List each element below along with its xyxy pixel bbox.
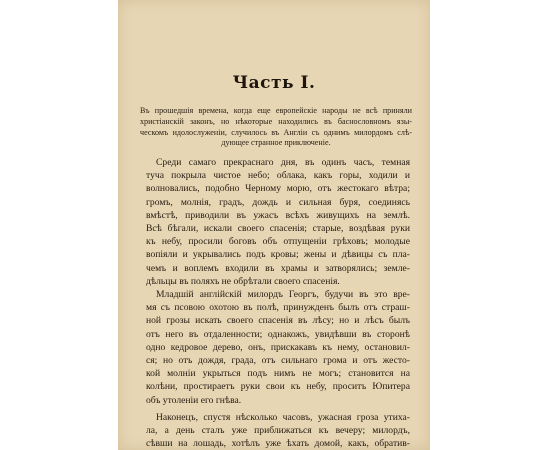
body-line: чемъ и воплемъ входили въ храмы и затворялись; земле- — [146, 262, 410, 274]
body-line: мя съ псовою охотою въ полѣ, принужденъ былъ отъ страш- — [146, 302, 410, 314]
body-line: туча покрыла чистое небо; облака, какъ горы, ходили и — [146, 170, 410, 182]
body-text — [146, 156, 410, 450]
chapter-intro — [140, 106, 412, 149]
body-line: вопіяли и укрывались подъ кровы; жены и дѣвицы съ пла- — [146, 249, 410, 261]
body-line: Среди самаго прекраснаго дня, въ одинъ часъ, темная — [156, 157, 410, 168]
body-line: громъ, молнія, градъ, дождь и сильная буря, соединясь — [146, 196, 410, 208]
body-line: къ небу, просили боговъ объ отпущеніи грѣховъ; молодые — [146, 236, 410, 248]
body-line: ла, а день сталъ уже приближаться къ вечеру; милордъ, — [146, 425, 410, 437]
book-page — [118, 0, 430, 450]
body-line: ной грозы искать своего спасенія въ лѣсу; но и лѣсъ былъ — [146, 315, 410, 327]
body-line: одно кедровое дерево, онъ, прискакавъ къ нему, остановил- — [146, 341, 410, 353]
body-line: объ утоленіи его гнѣва. — [146, 394, 242, 406]
body-line: вмѣстѣ, приводили въ ужасъ всѣхъ живущихъ на землѣ. — [146, 209, 410, 221]
intro-line: христіанскій законъ, но нѣкоторые находились въ баснословномъ язы- — [140, 116, 412, 126]
body-line: Всѣ бѣгали, искали своего спасенія; старые, воздѣвая руки — [146, 223, 410, 235]
body-line: Наконецъ, спустя нѣсколько часовъ, ужасная гроза утиха- — [156, 411, 410, 423]
body-line: кой молніи укрыться подъ нимъ не могъ; становится на — [146, 368, 410, 380]
intro-line: Въ прошедшія времена, когда еще европейскіе народы не всѣ приняли — [140, 106, 412, 115]
body-line: Младшій англійскій милордъ Георгъ, будучи въ это вре- — [156, 289, 410, 301]
body-line: дѣльцы въ поляхъ не обрѣтали своего спасенія. — [146, 275, 340, 287]
chapter-title: Часть I. — [232, 73, 316, 93]
body-line: колѣни, простираетъ руки свои къ небу, проситъ Юпитера — [146, 381, 410, 393]
body-line: ся; но отъ дождя, града, отъ сильнаго грома и отъ жесто- — [146, 355, 410, 367]
body-line: волновались, подобно Черному морю, отъ жестокаго вѣтра; — [146, 183, 410, 195]
body-line: отъ него въ отдаленности; однакожъ, увидѣвши въ сторонѣ — [146, 328, 410, 340]
intro-line: дующее странное приключеніе. — [221, 138, 331, 148]
intro-line: ческомъ идолослуженіи, случилось въ Англіи съ однимъ милордомъ слѣ- — [140, 127, 412, 137]
body-line: сѣвши на лошадь, хотѣлъ уже ѣхать домой, какъ, обратив- — [146, 438, 410, 450]
